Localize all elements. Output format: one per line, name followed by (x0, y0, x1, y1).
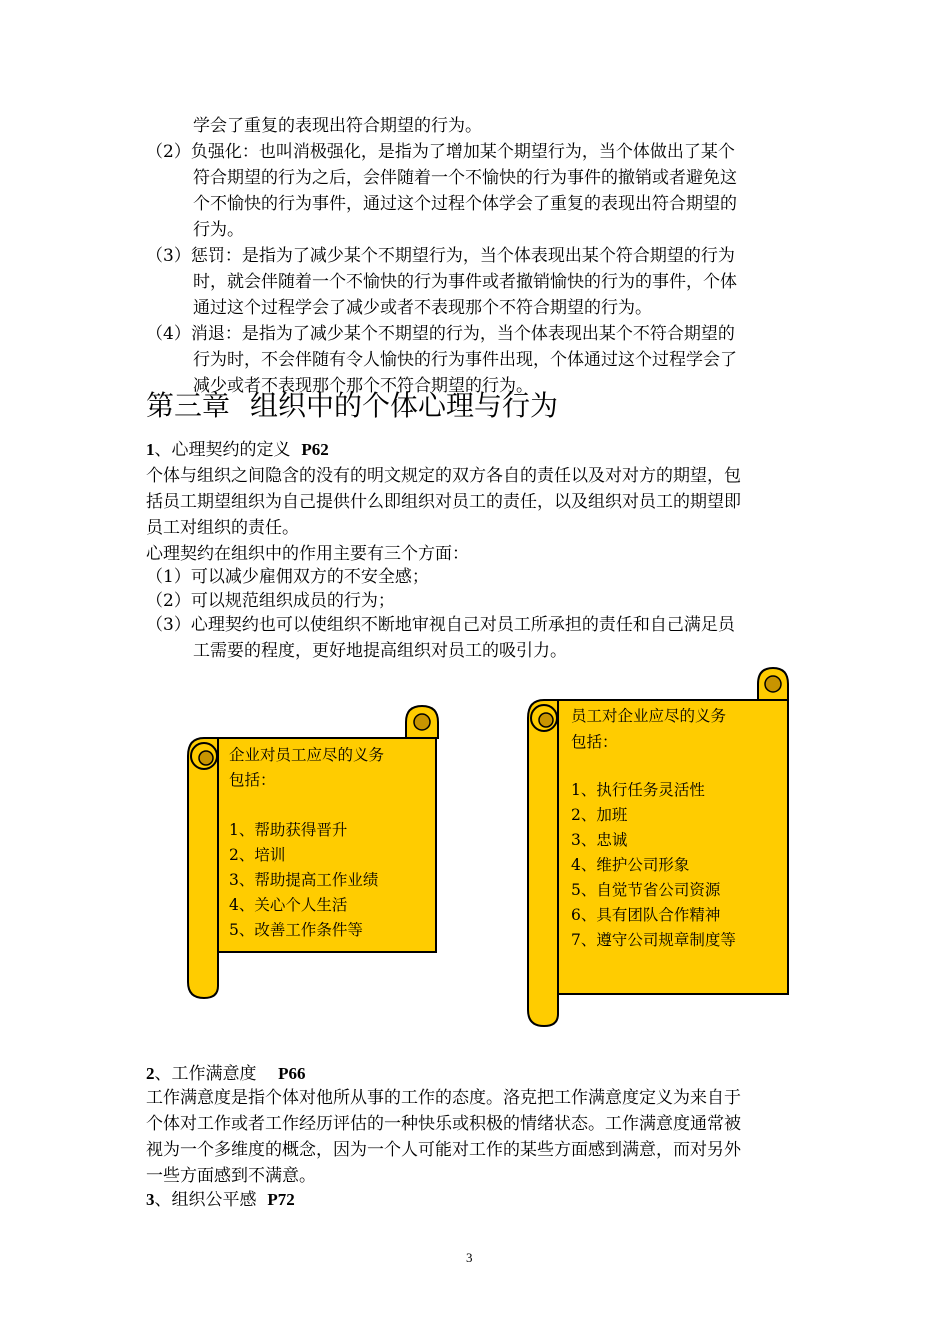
section-page-ref: P62 (301, 440, 329, 459)
section-3-heading (146, 1187, 295, 1213)
section-title: 、工作满意度 (154, 1064, 257, 1084)
paragraph-line: 心理契约在组织中的作用主要有三个方面： (146, 544, 469, 564)
scroll-right-item: 5、自觉节省公司资源 (571, 881, 721, 899)
paragraph-line: 工作满意度是指个体对他所从事的工作的态度。洛克把工作满意度定义为来自于 (146, 1088, 741, 1108)
scroll-right-title: 员工对企业应尽的义务 (571, 707, 727, 725)
chapter-heading (146, 386, 558, 426)
chapter-title: 组织中的个体心理与行为 (250, 389, 559, 422)
scroll-left-item: 3、帮助提高工作业绩 (229, 871, 379, 889)
text-line: 行为时，不会伴随有令人愉快的行为事件出现，个体通过这个过程学会了 (193, 350, 737, 370)
list-item-negative-reinforcement: （2）负强化：也叫消极强化，是指为了增加某个期望行为，当个体做出了某个 (146, 142, 735, 162)
scroll-right-item: 3、忠诚 (571, 831, 628, 849)
list-item-continuation: 工需要的程度，更好地提高组织对员工的吸引力。 (193, 641, 567, 661)
list-item-extinction: （4）消退：是指为了减少某个不期望的行为，当个体表现出某个不符合期望的 (146, 324, 735, 344)
scroll-right-item: 7、遵守公司规章制度等 (571, 931, 736, 949)
scroll-right-item: 4、维护公司形象 (571, 856, 690, 874)
list-item: （3）心理契约也可以使组织不断地审视自己对员工所承担的责任和自己满足员 (146, 615, 735, 635)
page-number: 3 (466, 1250, 473, 1265)
scroll-right-item: 6、具有团队合作精神 (571, 906, 721, 924)
scroll-right-item: 1、执行任务灵活性 (571, 781, 705, 799)
paragraph-line: 个体对工作或者工作经历评估的一种快乐或积极的情绪状态。工作满意度通常被 (146, 1114, 741, 1134)
section-title: 、心理契约的定义 (154, 440, 291, 460)
list-item: （1）可以减少雇佣双方的不安全感； (146, 567, 429, 587)
scroll-right-sub: 包括： (571, 733, 618, 751)
text-line: 学会了重复的表现出符合期望的行为。 (193, 116, 482, 136)
scroll-right-item: 2、加班 (571, 806, 628, 824)
scroll-left-title: 企业对员工应尽的义务 (229, 746, 385, 764)
text-line: 符合期望的行为之后，会伴随着一个不愉快的行为事件的撤销或者避免这 (193, 168, 737, 188)
paragraph-line: 视为一个多维度的概念，因为一个人可能对工作的某些方面感到满意，而对另外 (146, 1140, 741, 1160)
text-line: 个不愉快的行为事件，通过这个过程个体学会了重复的表现出符合期望的 (193, 194, 737, 214)
paragraph-line: 括员工期望组织为自己提供什么即组织对员工的责任，以及组织对员工的期望即 (146, 492, 741, 512)
text-line: 通过这个过程学会了减少或者不表现那个不符合期望的行为。 (193, 298, 652, 318)
section-2-heading (146, 1061, 306, 1087)
list-item-punishment: （3）惩罚：是指为了减少某个不期望行为，当个体表现出某个符合期望的行为 (146, 246, 735, 266)
text-line: 减少或者不表现那个那个不符合期望的行为。 (193, 376, 533, 396)
text-line: 行为。 (193, 220, 244, 240)
scroll-left-sub: 包括： (229, 771, 276, 789)
section-number: 3 (146, 1190, 155, 1209)
scroll-left-item: 2、培训 (229, 846, 286, 864)
text-line: 时，就会伴随着一个不愉快的行为事件或者撤销愉快的行为的事件，个体 (193, 272, 737, 292)
scroll-left-item: 1、帮助获得晋升 (229, 821, 348, 839)
list-item: （2）可以规范组织成员的行为； (146, 591, 395, 611)
section-1-heading (146, 437, 329, 463)
scroll-left-item: 5、改善工作条件等 (229, 921, 363, 939)
section-page-ref: P66 (278, 1064, 306, 1083)
section-number: 2 (146, 1064, 155, 1083)
paragraph-line: 个体与组织之间隐含的没有的明文规定的双方各自的责任以及对对方的期望，包 (146, 466, 741, 486)
paragraph-line: 一些方面感到不满意。 (146, 1166, 316, 1186)
section-title: 、组织公平感 (154, 1190, 257, 1210)
section-number: 1 (146, 440, 155, 459)
paragraph-line: 员工对组织的责任。 (146, 518, 299, 538)
chapter-label: 第三章 (146, 389, 231, 422)
section-page-ref: P72 (267, 1190, 295, 1209)
scroll-left-item: 4、关心个人生活 (229, 896, 348, 914)
